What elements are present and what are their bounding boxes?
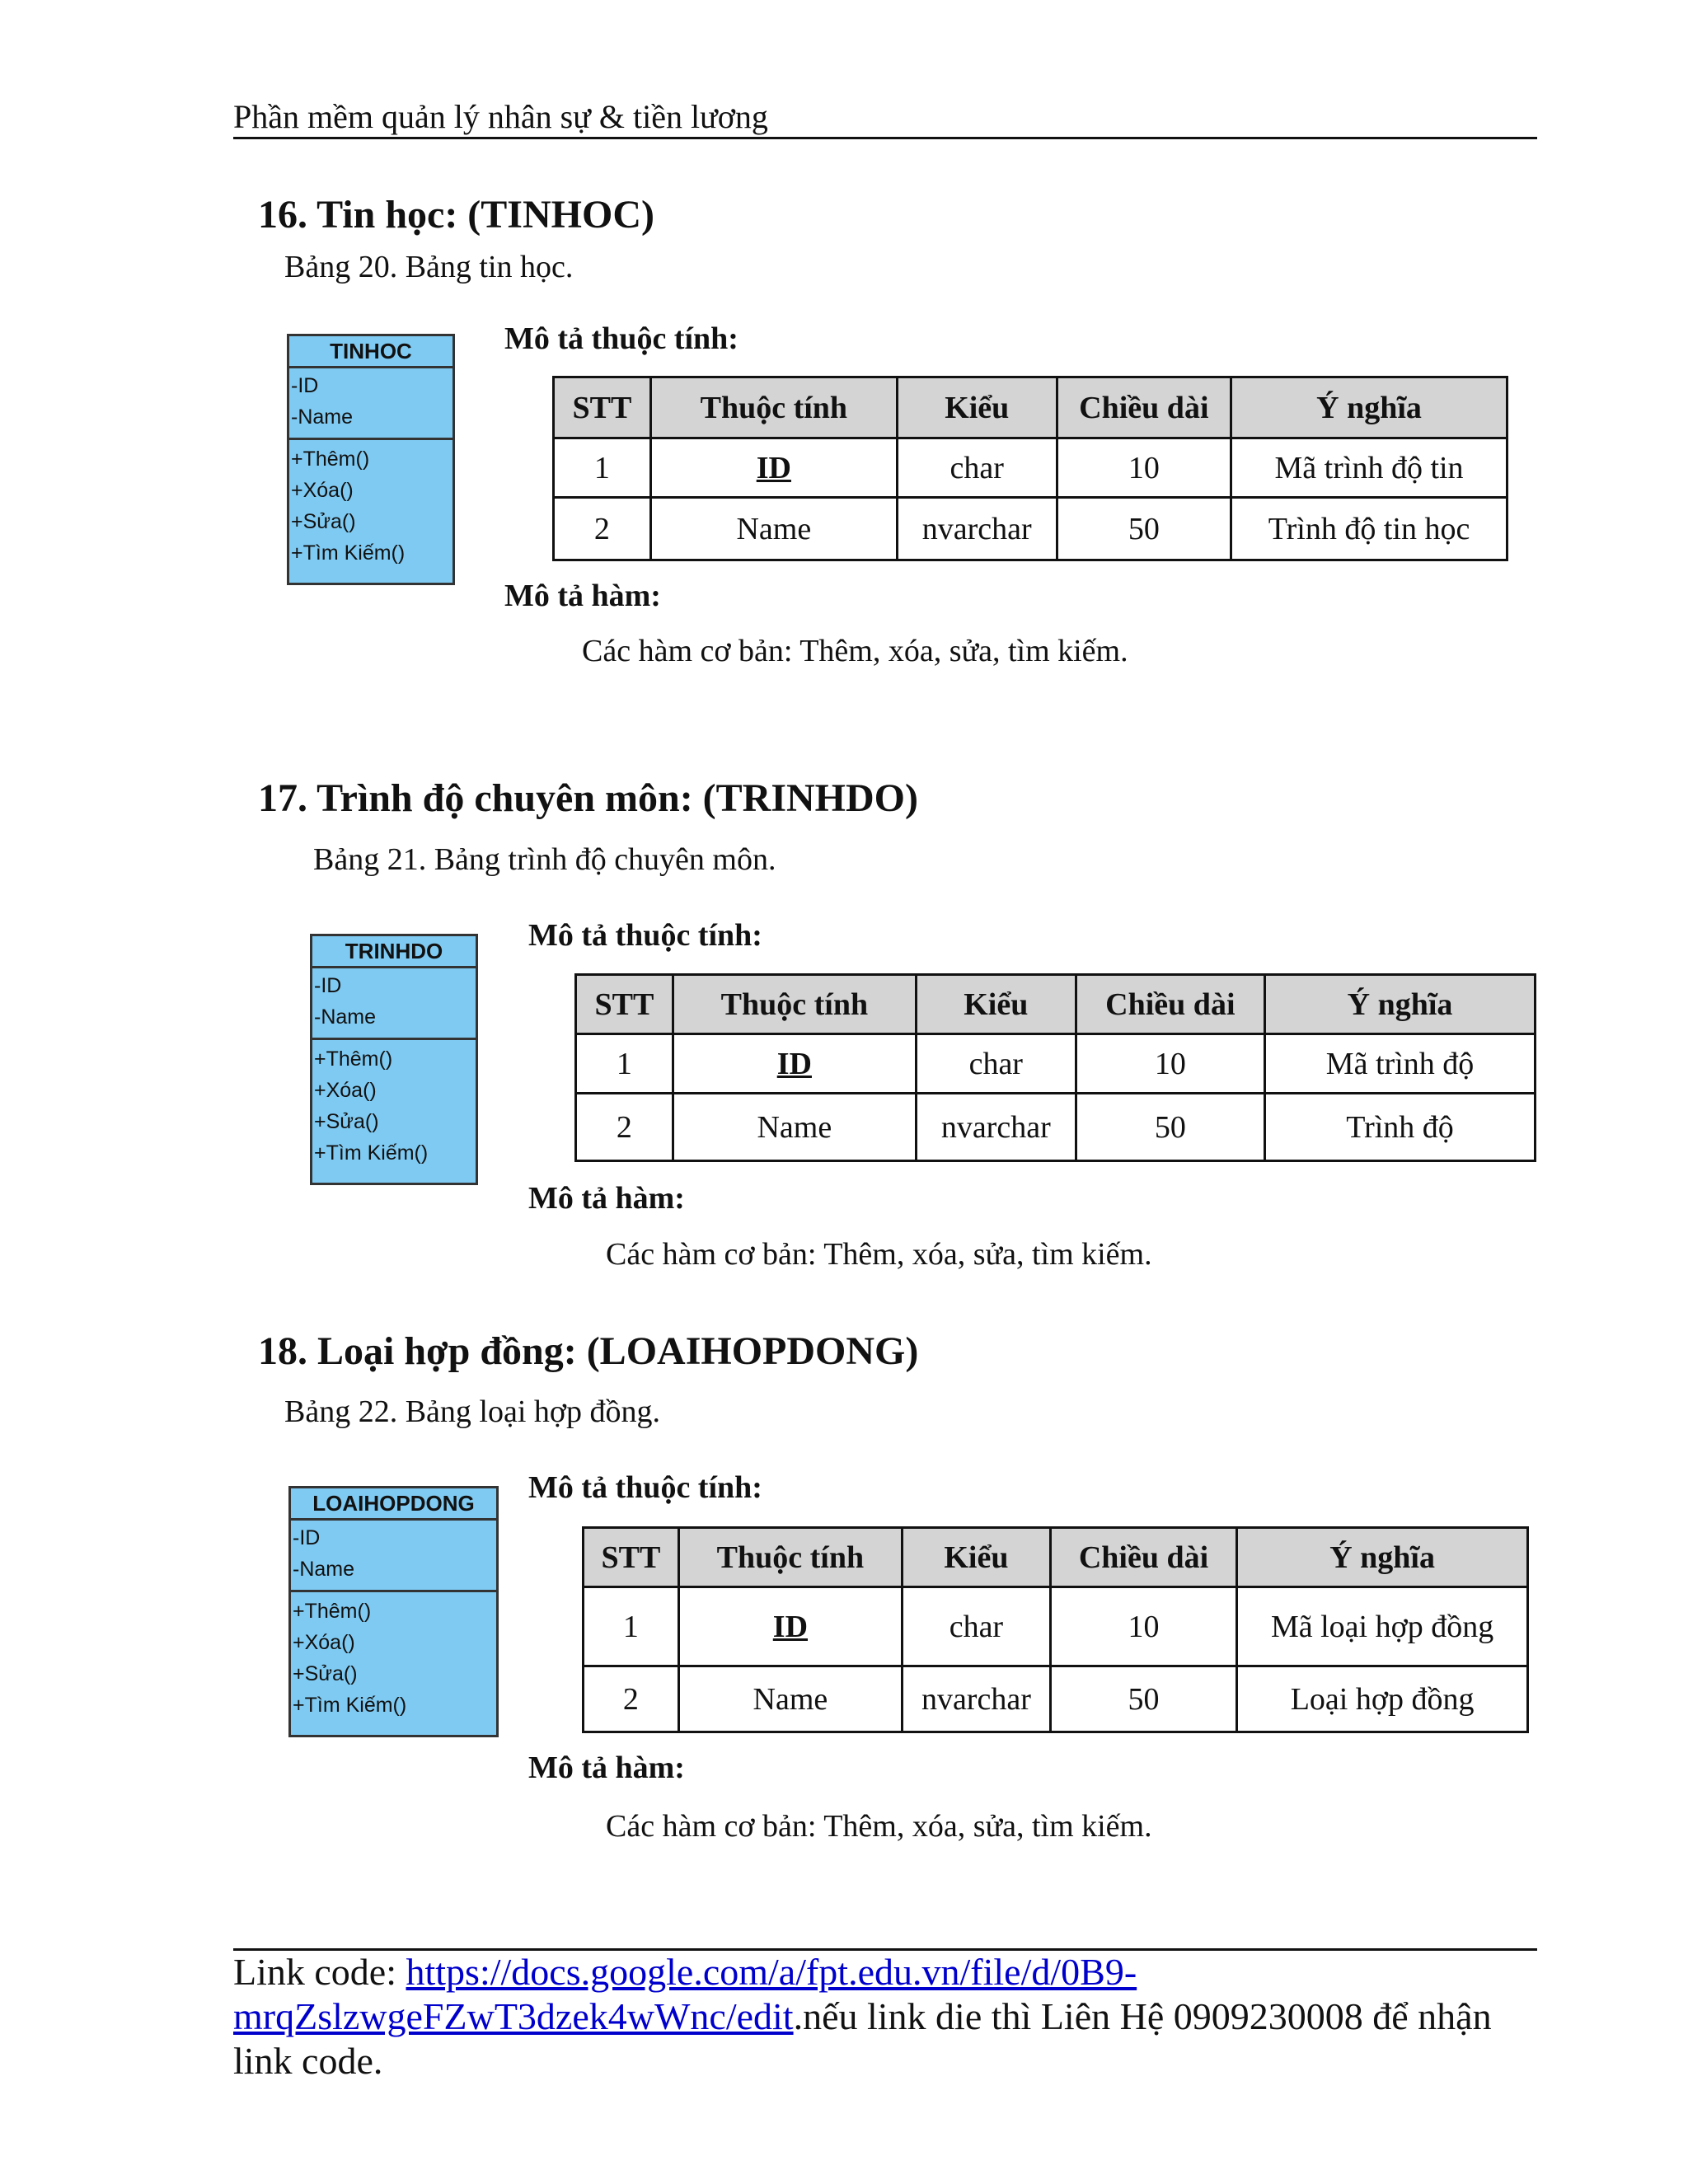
- col-header: Thuộc tính: [650, 377, 897, 438]
- table-cell: 1: [584, 1587, 679, 1666]
- uml-operation: +Sửa(): [293, 1662, 358, 1685]
- uml-attribute: -ID: [314, 974, 342, 997]
- col-header: STT: [584, 1528, 679, 1587]
- uml-attribute: -Name: [291, 405, 354, 429]
- header-divider: [233, 137, 1537, 139]
- col-header: Ý nghĩa: [1265, 975, 1536, 1034]
- uml-class-tinhoc: [287, 334, 455, 585]
- col-header: Chiều dài: [1057, 377, 1231, 438]
- uml-operation: +Tìm Kiếm(): [314, 1141, 429, 1165]
- table-cell: 1: [576, 1034, 673, 1094]
- uml-operation: +Xóa(): [293, 1631, 355, 1654]
- uml-attributes: [291, 1521, 496, 1592]
- table-cell: 2: [554, 498, 651, 560]
- uml-attribute: -ID: [293, 1526, 321, 1549]
- uml-operation: +Tìm Kiếm(): [293, 1694, 407, 1717]
- table-cell: Mã trình độ tin: [1231, 438, 1507, 498]
- code-link[interactable]: https://docs.google.com/a/fpt.edu.vn/file/d/0B9-: [406, 1951, 1137, 1993]
- uml-attributes: [312, 968, 476, 1040]
- table-cell: Mã loại hợp đồng: [1237, 1587, 1528, 1666]
- page-header: Phần mềm quản lý nhân sự & tiền lương: [233, 98, 768, 135]
- uml-operation: +Thêm(): [314, 1047, 393, 1071]
- footer-note: .nếu link die thì Liên Hệ 0909230008 để nhận link code.: [233, 1995, 1492, 2082]
- uml-class-name: TINHOC: [289, 336, 452, 368]
- table-cell: ID: [650, 438, 897, 498]
- uml-operation: +Thêm(): [291, 448, 370, 471]
- func-heading: Mô tả hàm:: [504, 579, 661, 613]
- col-header: Ý nghĩa: [1237, 1528, 1528, 1587]
- table-cell: 50: [1050, 1666, 1236, 1732]
- func-heading: Mô tả hàm:: [528, 1750, 685, 1785]
- col-header: Chiều dài: [1076, 975, 1264, 1034]
- uml-operation: +Xóa(): [314, 1079, 377, 1102]
- uml-operations: [289, 440, 452, 572]
- col-header: Kiểu: [916, 975, 1076, 1034]
- table-row: [576, 1034, 1536, 1094]
- table-cell: nvarchar: [897, 498, 1057, 560]
- uml-operations: [312, 1040, 476, 1172]
- uml-operation: +Xóa(): [291, 479, 354, 502]
- table-cell: Name: [650, 498, 897, 560]
- table-cell: Mã trình độ: [1265, 1034, 1536, 1094]
- table-cell: ID: [678, 1587, 902, 1666]
- uml-operation: +Tìm Kiếm(): [291, 541, 406, 565]
- table-cell: ID: [673, 1034, 916, 1094]
- table-cell: nvarchar: [903, 1666, 1051, 1732]
- table-cell: 1: [554, 438, 651, 498]
- attr-heading: Mô tả thuộc tính:: [528, 1470, 762, 1505]
- footer: [233, 1950, 1537, 2083]
- code-link-continued[interactable]: mrqZslzwgeFZwT3dzek4wWnc/edit: [233, 1995, 794, 2037]
- uml-operations: [291, 1592, 496, 1724]
- table-row: [554, 498, 1507, 560]
- table-caption: Bảng 22. Bảng loại hợp đồng.: [284, 1394, 660, 1429]
- uml-attribute: -Name: [293, 1558, 355, 1581]
- table-cell: 2: [576, 1094, 673, 1161]
- table-caption: Bảng 20. Bảng tin học.: [284, 250, 574, 284]
- table-cell: Loại hợp đồng: [1237, 1666, 1528, 1732]
- func-description: Các hàm cơ bản: Thêm, xóa, sửa, tìm kiếm.: [606, 1809, 1152, 1844]
- func-heading: Mô tả hàm:: [528, 1181, 685, 1216]
- footer-prefix: Link code:: [233, 1951, 406, 1993]
- attr-heading: Mô tả thuộc tính:: [528, 918, 762, 953]
- uml-operation: +Sửa(): [314, 1110, 379, 1133]
- uml-operation: +Thêm(): [293, 1600, 372, 1623]
- table-row: [576, 1094, 1536, 1161]
- func-description: Các hàm cơ bản: Thêm, xóa, sửa, tìm kiếm.: [606, 1237, 1152, 1272]
- table-cell: char: [897, 438, 1057, 498]
- table-cell: Trình độ: [1265, 1094, 1536, 1161]
- table-cell: char: [916, 1034, 1076, 1094]
- uml-operation: +Sửa(): [291, 510, 356, 533]
- col-header: Kiểu: [903, 1528, 1051, 1587]
- col-header: STT: [554, 377, 651, 438]
- table-cell: Name: [673, 1094, 916, 1161]
- uml-attribute: -Name: [314, 1005, 377, 1029]
- uml-class-name: LOAIHOPDONG: [291, 1488, 496, 1521]
- section-title: 18. Loại hợp đồng: (LOAIHOPDONG): [258, 1329, 919, 1373]
- table-cell: 50: [1076, 1094, 1264, 1161]
- table-cell: Trình độ tin học: [1231, 498, 1507, 560]
- uml-attribute: -ID: [291, 374, 319, 397]
- col-header: Ý nghĩa: [1231, 377, 1507, 438]
- col-header: Kiểu: [897, 377, 1057, 438]
- table-cell: 10: [1076, 1034, 1264, 1094]
- col-header: Chiều dài: [1050, 1528, 1236, 1587]
- uml-class-name: TRINHDO: [312, 936, 476, 968]
- uml-class-trinhdo: [310, 934, 478, 1185]
- attribute-table: [582, 1526, 1529, 1733]
- col-header: Thuộc tính: [673, 975, 916, 1034]
- section-title: 16. Tin học: (TINHOC): [258, 193, 654, 237]
- table-cell: nvarchar: [916, 1094, 1076, 1161]
- table-row: [584, 1587, 1528, 1666]
- uml-attributes: [289, 368, 452, 440]
- table-cell: char: [903, 1587, 1051, 1666]
- table-row: [584, 1666, 1528, 1732]
- table-cell: 2: [584, 1666, 679, 1732]
- uml-class-loaihopdong: [288, 1486, 499, 1737]
- table-cell: 10: [1050, 1587, 1236, 1666]
- attribute-table: [552, 376, 1508, 561]
- attr-heading: Mô tả thuộc tính:: [504, 321, 738, 356]
- table-row: [554, 438, 1507, 498]
- table-cell: 50: [1057, 498, 1231, 560]
- attribute-table: [574, 973, 1536, 1162]
- table-cell: 10: [1057, 438, 1231, 498]
- table-cell: Name: [678, 1666, 902, 1732]
- section-title: 17. Trình độ chuyên môn: (TRINHDO): [258, 776, 918, 820]
- table-caption: Bảng 21. Bảng trình độ chuyên môn.: [313, 842, 776, 877]
- col-header: STT: [576, 975, 673, 1034]
- col-header: Thuộc tính: [678, 1528, 902, 1587]
- func-description: Các hàm cơ bản: Thêm, xóa, sửa, tìm kiếm.: [582, 634, 1128, 668]
